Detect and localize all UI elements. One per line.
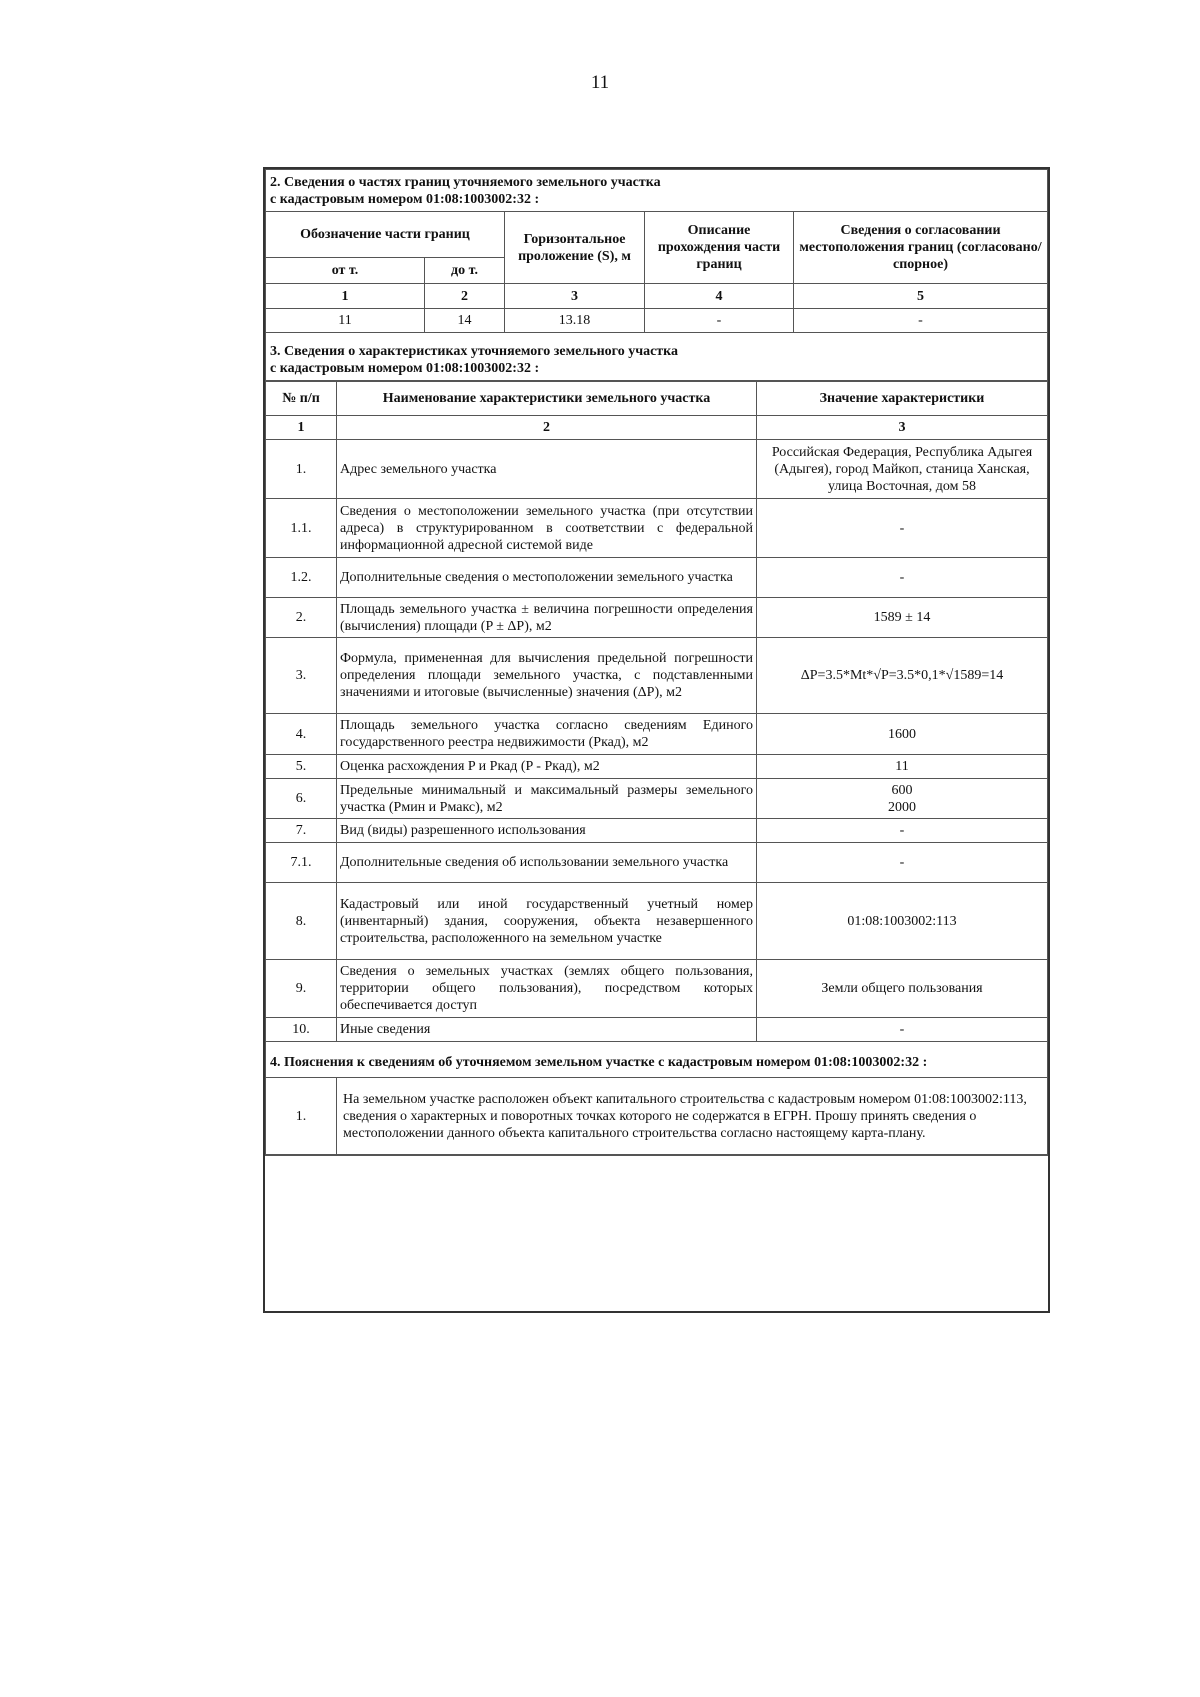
- row-value: -: [757, 1018, 1048, 1042]
- cell-from: 11: [266, 309, 425, 333]
- section3-title-line1: 3. Сведения о характеристиках уточняемого земельного участка: [270, 344, 679, 359]
- col-number: 1: [266, 416, 337, 440]
- row-name: Сведения о земельных участках (землях общего пользования, территории общего пользования), посредством которых обеспечивается доступ: [337, 960, 757, 1018]
- table-row: [266, 499, 1048, 558]
- row-value: -: [757, 499, 1048, 558]
- section3-title: [266, 333, 1048, 381]
- row-num: 2.: [266, 598, 337, 638]
- col-number: 2: [337, 416, 757, 440]
- header-part-designation: Обозначение части границ: [266, 212, 505, 258]
- row-name: Дополнительные сведения о местоположении земельного участка: [337, 558, 757, 598]
- header-horizontal: Горизонтальное проложение (S), м: [505, 212, 645, 284]
- header-to: до т.: [425, 258, 505, 284]
- section2-table: [265, 169, 1048, 333]
- section4-table: [265, 1042, 1048, 1155]
- row-num: 1.2.: [266, 558, 337, 598]
- page-number: 11: [590, 72, 610, 93]
- row-num: 1.: [266, 440, 337, 499]
- row-value: -: [757, 819, 1048, 843]
- table-row: [266, 779, 1048, 819]
- cell-to: 14: [425, 309, 505, 333]
- row-value-max: 2000: [888, 799, 916, 815]
- row-name: Площадь земельного участка ± величина погрешности определения (вычисления) площади (P ± ΔP), м2: [337, 598, 757, 638]
- row-num: 9.: [266, 960, 337, 1018]
- table-row: [266, 755, 1048, 779]
- cell-agreement: -: [794, 309, 1048, 333]
- table-row: [266, 960, 1048, 1018]
- row-name: Предельные минимальный и максимальный размеры земельного участка (Рмин и Рмакс), м2: [337, 779, 757, 819]
- cell-horizontal: 13.18: [505, 309, 645, 333]
- row-name: Дополнительные сведения об использовании земельного участка: [337, 843, 757, 883]
- row-num: 6.: [266, 779, 337, 819]
- header-from: от т.: [266, 258, 425, 284]
- row-value: 11: [757, 755, 1048, 779]
- row-name: Адрес земельного участка: [337, 440, 757, 499]
- table-row: [266, 819, 1048, 843]
- header-description: Описание прохождения части границ: [645, 212, 794, 284]
- row-name: Кадастровый или иной государственный учетный номер (инвентарный) здания, сооружения, объекта незавершенного строительства, расположенного на земельном участке: [337, 883, 757, 960]
- row-value-min: 600: [891, 782, 913, 798]
- row-text: На земельном участке расположен объект капитального строительства с кадастровым номером 01:08:1003002:113, сведения о характерных и поворотных точках которого не содержатся в ЕГРН. Прошу принять сведения о местоположении данного объекта капитального строительства согласно настоящему карта-плану.: [337, 1078, 1048, 1155]
- table-row: [266, 1078, 1048, 1155]
- row-name: Оценка расхождения P и Ркад (P - Ркад), м2: [337, 755, 757, 779]
- row-num: 7.: [266, 819, 337, 843]
- blank-area: [265, 1155, 1048, 1311]
- header-name: Наименование характеристики земельного участка: [337, 382, 757, 416]
- header-agreement: Сведения о согласовании местоположения границ (согласовано/спорное): [794, 212, 1048, 284]
- col-number: 2: [425, 284, 505, 309]
- row-value: -: [757, 843, 1048, 883]
- row-value: ΔP=3.5*Mt*√P=3.5*0,1*√1589=14: [757, 638, 1048, 714]
- col-number: 3: [505, 284, 645, 309]
- table-row: [266, 1018, 1048, 1042]
- section3-grid: [265, 381, 1048, 1042]
- section4-title: 4. Пояснения к сведениям об уточняемом земельном участке с кадастровым номером 01:08:1003002:32 :: [266, 1042, 1048, 1078]
- table-row: [266, 638, 1048, 714]
- row-num: 1.: [266, 1078, 337, 1155]
- section2-title-line1: 2. Сведения о частях границ уточняемого земельного участка: [270, 175, 661, 190]
- header-num: № п/п: [266, 382, 337, 416]
- section2-title: [266, 170, 1048, 212]
- section3-table: [265, 333, 1048, 381]
- col-number: 4: [645, 284, 794, 309]
- col-number: 5: [794, 284, 1048, 309]
- row-name: Сведения о местоположении земельного участка (при отсутствии адреса) в структурированном в соответствии с федеральной информационной адресной системой виде: [337, 499, 757, 558]
- table-row: [266, 309, 1048, 333]
- row-num: 4.: [266, 714, 337, 755]
- row-num: 10.: [266, 1018, 337, 1042]
- row-num: 3.: [266, 638, 337, 714]
- row-value: Российская Федерация, Республика Адыгея (Адыгея), город Майкоп, станица Ханская, улица Восточная, дом 58: [757, 440, 1048, 499]
- table-row: [266, 440, 1048, 499]
- row-value: 01:08:1003002:113: [757, 883, 1048, 960]
- row-name: Площадь земельного участка согласно сведениям Единого государственного реестра недвижимости (Ркад), м2: [337, 714, 757, 755]
- table-row: [266, 843, 1048, 883]
- table-row: [266, 558, 1048, 598]
- cell-description: -: [645, 309, 794, 333]
- row-value: Земли общего пользования: [757, 960, 1048, 1018]
- row-value: [757, 779, 1048, 819]
- table-row: [266, 883, 1048, 960]
- row-name: Вид (виды) разрешенного использования: [337, 819, 757, 843]
- row-num: 8.: [266, 883, 337, 960]
- table-row: [266, 598, 1048, 638]
- row-name: Формула, примененная для вычисления предельной погрешности определения площади земельного участка, с подставленными значениями и итоговые (вычисленные) значения (ΔP), м2: [337, 638, 757, 714]
- row-name: Иные сведения: [337, 1018, 757, 1042]
- header-value: Значение характеристики: [757, 382, 1048, 416]
- col-number: 3: [757, 416, 1048, 440]
- section3-title-line2: с кадастровым номером 01:08:1003002:32 :: [270, 361, 540, 376]
- row-num: 1.1.: [266, 499, 337, 558]
- row-num: 7.1.: [266, 843, 337, 883]
- row-num: 5.: [266, 755, 337, 779]
- row-value: -: [757, 558, 1048, 598]
- table-row: [266, 714, 1048, 755]
- section2-title-line2: с кадастровым номером 01:08:1003002:32 :: [270, 192, 540, 207]
- row-value: 1600: [757, 714, 1048, 755]
- cadastral-form: [263, 167, 1050, 1313]
- col-number: 1: [266, 284, 425, 309]
- row-value: 1589 ± 14: [757, 598, 1048, 638]
